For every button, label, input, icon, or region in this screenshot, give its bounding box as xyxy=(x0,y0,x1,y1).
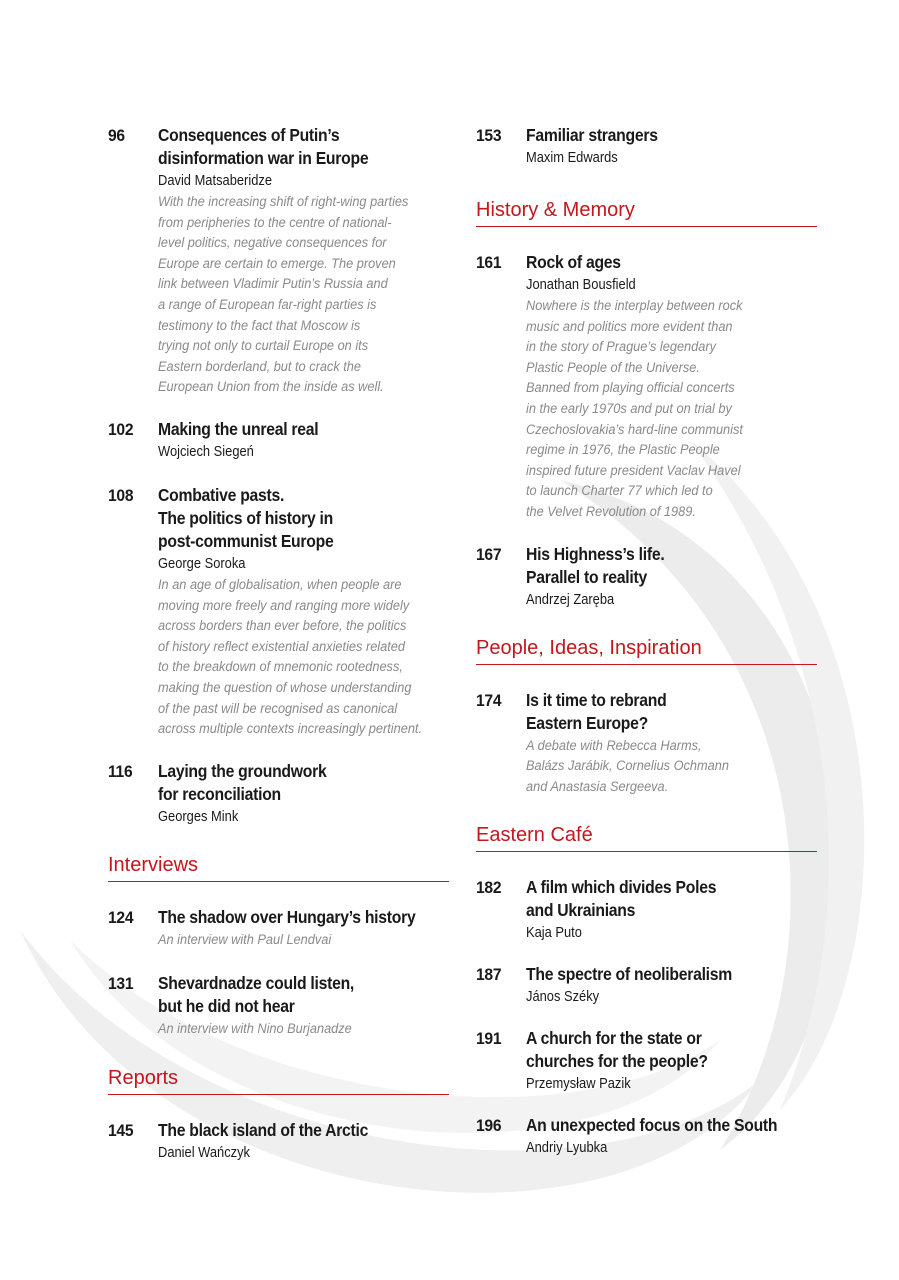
page-number: 102 xyxy=(108,419,134,439)
toc-entry[interactable] xyxy=(476,543,826,610)
article-author: George Soroka xyxy=(158,554,246,572)
article-author: Jonathan Bousfield xyxy=(526,276,636,293)
article-description: Nowhere is the interplay between rock music and politics more evident than in the story of Prague’s legendary Plastic People of the Universe. Banned from playing official concerts in the early 1970s and put on trial by Czechoslovakia’s hard-line communist regime in 1976, the Plastic People inspired future president Vaclav Havel to launch Charter 77 which led to the Velvet Revolution of 1989. xyxy=(526,298,743,520)
article-title: Making the unreal real xyxy=(158,418,319,439)
article-author: Kaja Puto xyxy=(526,924,582,942)
page-number: 145 xyxy=(108,1120,134,1140)
toc-entry[interactable] xyxy=(108,1119,458,1163)
article-description: An interview with Paul Lendvai xyxy=(158,931,332,948)
toc-entry[interactable] xyxy=(476,251,826,523)
article-title: Is it time to rebrand Eastern Europe? xyxy=(526,689,667,733)
toc-entry[interactable] xyxy=(108,124,458,398)
article-author: Maxim Edwards xyxy=(526,149,618,166)
article-author: Przemysław Pazik xyxy=(526,1075,631,1093)
toc-entry[interactable] xyxy=(476,1114,826,1158)
page-number: 116 xyxy=(108,761,133,781)
article-title: A church for the state or churches for the people? xyxy=(526,1028,708,1072)
article-description: A debate with Rebecca Harms, Balázs Jarábik, Cornelius Ochmann and Anastasia Sergeeva. xyxy=(526,737,729,795)
page-number: 153 xyxy=(476,126,502,145)
toc-entry[interactable] xyxy=(476,124,826,168)
toc-entry[interactable] xyxy=(108,484,458,740)
article-title: Combative pasts. The politics of history in post-communist Europe xyxy=(158,484,334,551)
article-title: Laying the groundwork for reconciliation xyxy=(158,760,327,804)
article-description: An interview with Nino Burjanadze xyxy=(158,1021,352,1038)
section-heading-history-memory: History & Memory xyxy=(476,198,817,227)
article-author: Andrzej Zaręba xyxy=(526,590,615,608)
article-title: Rock of ages xyxy=(526,252,621,272)
toc-entry[interactable] xyxy=(108,972,458,1040)
page-number: 96 xyxy=(108,126,125,145)
toc-entry[interactable] xyxy=(476,876,826,943)
page-number: 187 xyxy=(476,965,502,985)
article-title: Familiar strangers xyxy=(526,125,658,145)
page-number: 161 xyxy=(476,253,502,272)
page-number: 191 xyxy=(476,1029,502,1049)
page-number: 124 xyxy=(108,907,134,927)
article-title: The black island of the Arctic xyxy=(158,1119,369,1140)
article-title: Consequences of Putin’s disinformation war in Europe xyxy=(158,125,369,168)
toc-entry[interactable] xyxy=(476,963,826,1007)
section-heading-people-ideas-inspiration: People, Ideas, Inspiration xyxy=(476,636,817,665)
article-author: David Matsaberidze xyxy=(158,172,273,189)
article-description: In an age of globalisation, when people are moving more freely and ranging more widely across borders than ever before, the politics of history reflect existential anxieties related to the breakdown of mnemonic rootedness, making the question of whose understanding of the past will be recognised as canonical across multiple contexts increasingly pertinent. xyxy=(158,576,423,738)
page-number: 167 xyxy=(476,544,502,564)
article-author: János Széky xyxy=(526,988,600,1006)
toc-entry[interactable] xyxy=(108,906,458,951)
page-number: 174 xyxy=(476,690,502,710)
article-author: Georges Mink xyxy=(158,807,239,825)
section-heading-eastern-cafe: Eastern Café xyxy=(476,823,817,852)
right-column xyxy=(476,124,826,1178)
article-title: Shevardnadze could listen, but he did not hear xyxy=(158,973,355,1017)
article-description: With the increasing shift of right-wing parties from peripheries to the centre of national- level politics, negative consequences for Europe are certain to emerge. The proven link between Vladimir Putin’s Russia and a range of European far-right parties is testimony to the fact that Moscow is trying not only to curtail Europe on its Eastern borderland, but to crack the European Union from the inside as well. xyxy=(158,194,409,396)
article-author: Wojciech Siegeń xyxy=(158,442,254,460)
article-author: Andriy Lyubka xyxy=(526,1139,608,1157)
toc-entry[interactable] xyxy=(476,1027,826,1094)
page-number: 108 xyxy=(108,485,134,505)
left-column xyxy=(108,124,458,1183)
article-title: The shadow over Hungary’s history xyxy=(158,906,416,927)
article-title: An unexpected focus on the South xyxy=(526,1115,778,1136)
article-title: A film which divides Poles and Ukrainians xyxy=(526,877,717,921)
page-number: 182 xyxy=(476,878,502,898)
article-title: The spectre of neoliberalism xyxy=(526,964,733,985)
article-author: Daniel Wańczyk xyxy=(158,1143,251,1161)
toc-entry[interactable] xyxy=(476,689,826,798)
toc-entry[interactable] xyxy=(108,760,458,827)
section-heading-reports: Reports xyxy=(108,1066,449,1095)
section-heading-interviews: Interviews xyxy=(108,853,449,882)
page-number: 131 xyxy=(108,974,134,994)
page-number: 196 xyxy=(476,1116,502,1136)
article-title: His Highness’s life. Parallel to reality xyxy=(526,543,665,587)
toc-entry[interactable] xyxy=(108,418,458,462)
